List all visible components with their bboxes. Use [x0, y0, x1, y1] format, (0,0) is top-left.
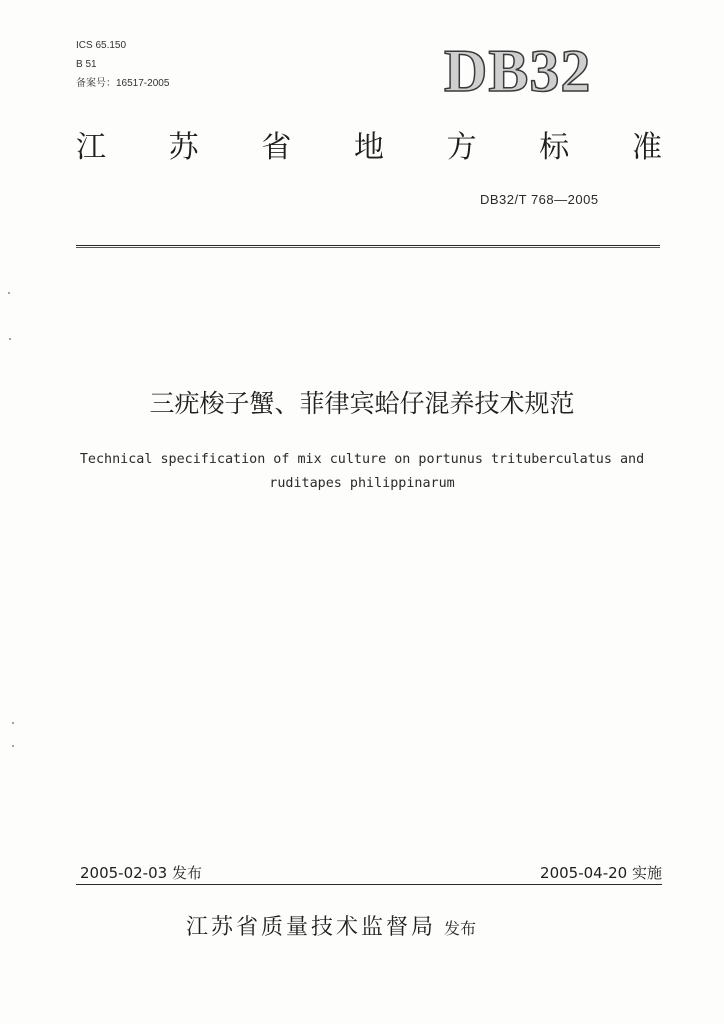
implementation-date: 2005-04-20 实施: [540, 864, 662, 882]
ccs-code: B 51: [76, 59, 97, 70]
header-divider: [76, 245, 660, 248]
classification-block: [76, 36, 169, 93]
ics-code: ICS 65.150: [76, 40, 127, 51]
title-en-line-1: Technical specification of mix culture on portunus trituberculatus and: [79, 452, 645, 467]
standard-type-title: [76, 128, 662, 172]
publish-action: 发布: [444, 919, 477, 938]
scan-speck: [12, 722, 14, 724]
scan-speck: [12, 745, 14, 747]
standard-number: DB32/T 768—2005: [480, 192, 599, 207]
standard-title-char: 地: [353, 130, 384, 165]
document-title-cn: 三疣梭子蟹、菲律宾蛤仔混养技术规范: [149, 389, 575, 418]
document-title-en: [0, 448, 724, 496]
footer-divider: [76, 884, 662, 885]
standard-title-char: 准: [631, 130, 662, 165]
issue-date: 2005-02-03 发布: [80, 864, 202, 882]
record-number: 备案号：16517-2005: [76, 78, 170, 89]
publisher-name: 江苏省质量技术监督局: [186, 915, 437, 940]
title-en-line-2: ruditapes philippinarum: [269, 476, 455, 491]
standard-title-char: 苏: [168, 130, 199, 165]
scan-speck: [8, 292, 10, 294]
db32-logo: DB32: [444, 38, 592, 104]
standard-title-char: 江: [76, 130, 106, 165]
standard-title-char: 方: [446, 130, 477, 165]
scan-speck: [9, 338, 11, 340]
publisher-line: [186, 910, 476, 941]
standard-title-char: 省: [261, 130, 292, 165]
standard-title-char: 标: [539, 130, 570, 165]
